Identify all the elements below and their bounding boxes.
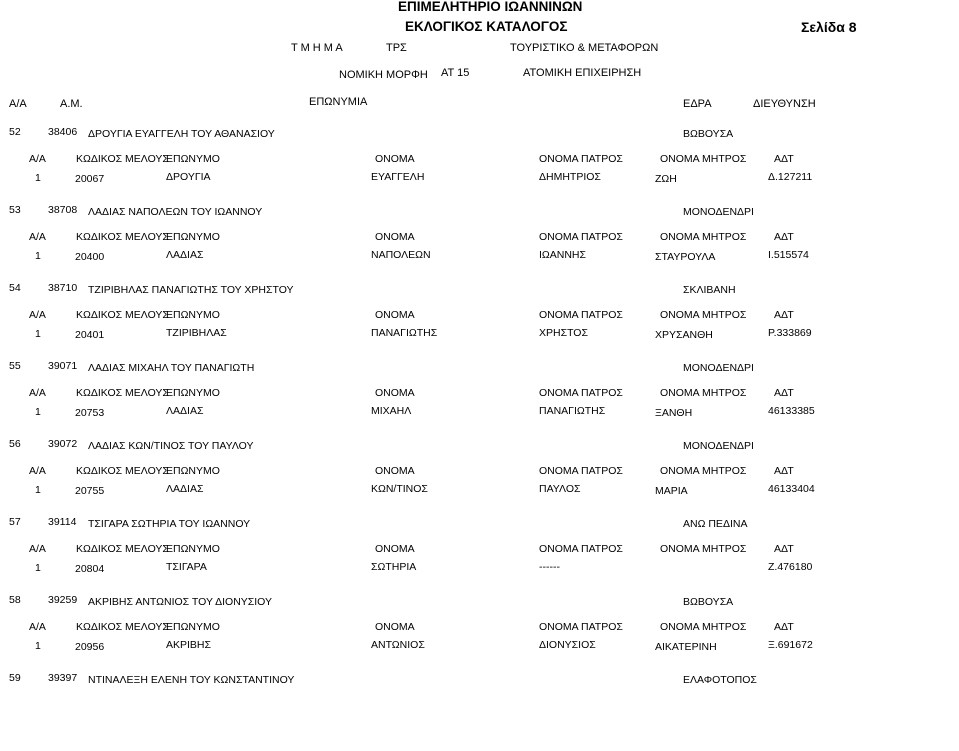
person-code: 20804 — [75, 563, 105, 575]
person-aa: 1 — [35, 328, 41, 340]
sub-col-father: ΟΝΟΜΑ ΠΑΤΡΟΣ — [539, 153, 623, 165]
person-first: ΝΑΠΟΛΕΩΝ — [371, 249, 431, 261]
sub-col-father: ΟΝΟΜΑ ΠΑΤΡΟΣ — [539, 543, 623, 555]
person-surname: ΑΚΡΙΒΗΣ — [166, 639, 212, 651]
entry-name: ΛΑΔΙΑΣ ΝΑΠΟΛΕΩΝ ΤΟΥ ΙΩΑΝΝΟΥ — [88, 206, 263, 218]
entry-am: 38710 — [48, 282, 78, 294]
person-mother: ΞΑΝΘΗ — [655, 407, 693, 419]
catalog-title: ΕΚΛΟΓΙΚΟΣ ΚΑΤΑΛΟΓΟΣ — [405, 19, 568, 34]
sub-col-id: ΑΔΤ — [774, 621, 794, 633]
sub-col-mother: ΟΝΟΜΑ ΜΗΤΡΟΣ — [660, 153, 747, 165]
entry-seat: ΜΟΝΟΔΕΝΔΡΙ — [683, 362, 754, 374]
person-father: ΙΩΑΝΝΗΣ — [539, 249, 587, 261]
person-surname: ΛΑΔΙΑΣ — [166, 249, 204, 261]
sub-col-father: ΟΝΟΜΑ ΠΑΤΡΟΣ — [539, 231, 623, 243]
person-code: 20401 — [75, 329, 105, 341]
person-id: Ξ.691672 — [768, 639, 813, 651]
sub-col-surname: ΕΠΩΝΥΜΟ — [166, 153, 220, 165]
person-aa: 1 — [35, 250, 41, 262]
list-item — [0, 361, 959, 439]
list-item — [0, 205, 959, 283]
sub-col-member-code: ΚΩΔΙΚΟΣ ΜΕΛΟΥΣ — [76, 231, 169, 243]
sub-col-member-code: ΚΩΔΙΚΟΣ ΜΕΛΟΥΣ — [76, 465, 169, 477]
form-label: ΝΟΜΙΚΗ ΜΟΡΦΗ — [339, 69, 428, 81]
sub-col-mother: ΟΝΟΜΑ ΜΗΤΡΟΣ — [660, 231, 747, 243]
person-first: ΠΑΝΑΓΙΩΤΗΣ — [371, 327, 438, 339]
sub-col-aa: Α/Α — [29, 387, 46, 399]
person-aa: 1 — [35, 562, 41, 574]
entry-no: 58 — [9, 594, 21, 606]
col-seat: ΕΔΡΑ — [683, 98, 712, 110]
entry-am: 39397 — [48, 672, 78, 684]
person-id: Ζ.476180 — [768, 561, 813, 573]
entry-no: 55 — [9, 360, 21, 372]
sub-col-id: ΑΔΤ — [774, 309, 794, 321]
sub-col-mother: ΟΝΟΜΑ ΜΗΤΡΟΣ — [660, 387, 747, 399]
sub-col-member-code: ΚΩΔΙΚΟΣ ΜΕΛΟΥΣ — [76, 543, 169, 555]
person-father: ΠΑΝΑΓΙΩΤΗΣ — [539, 405, 606, 417]
person-mother: ΖΩΗ — [655, 173, 677, 185]
sub-col-surname: ΕΠΩΝΥΜΟ — [166, 465, 220, 477]
sub-col-mother: ΟΝΟΜΑ ΜΗΤΡΟΣ — [660, 543, 747, 555]
entry-am: 39071 — [48, 360, 78, 372]
entry-name: ΑΚΡΙΒΗΣ ΑΝΤΩΝΙΟΣ ΤΟΥ ΔΙΟΝΥΣΙΟΥ — [88, 596, 273, 608]
sub-col-member-code: ΚΩΔΙΚΟΣ ΜΕΛΟΥΣ — [76, 153, 169, 165]
person-code: 20755 — [75, 485, 105, 497]
person-first: ΚΩΝ/ΤΙΝΟΣ — [371, 483, 428, 495]
person-father: ------ — [539, 561, 560, 573]
entry-seat: ΜΟΝΟΔΕΝΔΡΙ — [683, 440, 754, 452]
form-name: ΑΤΟΜΙΚΗ ΕΠΙΧΕΙΡΗΣΗ — [523, 67, 642, 79]
sub-col-member-code: ΚΩΔΙΚΟΣ ΜΕΛΟΥΣ — [76, 387, 169, 399]
person-surname: ΤΖΙΡΙΒΗΛΑΣ — [166, 327, 227, 339]
sub-col-id: ΑΔΤ — [774, 231, 794, 243]
entry-name: ΛΑΔΙΑΣ ΜΙΧΑΗΛ ΤΟΥ ΠΑΝΑΓΙΩΤΗ — [88, 362, 255, 374]
person-surname: ΤΣΙΓΑΡΑ — [166, 561, 207, 573]
sub-col-mother: ΟΝΟΜΑ ΜΗΤΡΟΣ — [660, 621, 747, 633]
entry-name: ΝΤΙΝΑΛΕΞΗ ΕΛΕΝΗ ΤΟΥ ΚΩΝΣΤΑΝΤΙΝΟΥ — [88, 674, 295, 686]
sub-col-mother: ΟΝΟΜΑ ΜΗΤΡΟΣ — [660, 465, 747, 477]
section-label: Τ Μ Η Μ Α — [291, 42, 343, 54]
person-surname: ΛΑΔΙΑΣ — [166, 483, 204, 495]
sub-col-aa: Α/Α — [29, 309, 46, 321]
col-address: ΔΙΕΥΘΥΝΣΗ — [753, 98, 816, 110]
person-aa: 1 — [35, 640, 41, 652]
entry-no: 53 — [9, 204, 21, 216]
section-code: ΤΡΣ — [386, 42, 407, 54]
person-aa: 1 — [35, 172, 41, 184]
person-first: ΜΙΧΑΗΛ — [371, 405, 412, 417]
person-mother: ΧΡΥΣΑΝΘΗ — [655, 329, 713, 341]
entry-seat: ΑΝΩ ΠΕΔΙΝΑ — [683, 518, 748, 530]
entry-seat: ΒΩΒΟΥΣΑ — [683, 596, 734, 608]
sub-col-aa: Α/Α — [29, 543, 46, 555]
person-father: ΠΑΥΛΟΣ — [539, 483, 581, 495]
entry-no: 59 — [9, 672, 21, 684]
person-mother: ΑΙΚΑΤΕΡΙΝΗ — [655, 641, 717, 653]
sub-col-father: ΟΝΟΜΑ ΠΑΤΡΟΣ — [539, 387, 623, 399]
list-item — [0, 517, 959, 595]
sub-col-surname: ΕΠΩΝΥΜΟ — [166, 387, 220, 399]
list-item — [0, 283, 959, 361]
sub-col-surname: ΕΠΩΝΥΜΟ — [166, 309, 220, 321]
person-id: 46133404 — [768, 483, 815, 495]
person-first: ΑΝΤΩΝΙΟΣ — [371, 639, 425, 651]
person-mother: ΣΤΑΥΡΟΥΛΑ — [655, 251, 716, 263]
sub-col-id: ΑΔΤ — [774, 387, 794, 399]
sub-col-aa: Α/Α — [29, 621, 46, 633]
entry-no: 56 — [9, 438, 21, 450]
list-item — [0, 673, 959, 751]
col-name: ΕΠΩΝΥΜΙΑ — [309, 96, 368, 108]
sub-col-first: ΟΝΟΜΑ — [375, 153, 415, 165]
entry-seat: ΕΛΑΦΟΤΟΠΟΣ — [683, 674, 757, 686]
section-name: ΤΟΥΡΙΣΤΙΚΟ & ΜΕΤΑΦΟΡΩΝ — [510, 42, 659, 54]
person-aa: 1 — [35, 484, 41, 496]
sub-col-id: ΑΔΤ — [774, 465, 794, 477]
person-father: ΔΗΜΗΤΡΙΟΣ — [539, 171, 601, 183]
sub-col-aa: Α/Α — [29, 231, 46, 243]
entry-name: ΛΑΔΙΑΣ ΚΩΝ/ΤΙΝΟΣ ΤΟΥ ΠΑΥΛΟΥ — [88, 440, 254, 452]
sub-col-aa: Α/Α — [29, 465, 46, 477]
person-code: 20956 — [75, 641, 105, 653]
person-id: Ρ.333869 — [768, 327, 812, 339]
sub-col-father: ΟΝΟΜΑ ΠΑΤΡΟΣ — [539, 621, 623, 633]
sub-col-first: ΟΝΟΜΑ — [375, 231, 415, 243]
person-code: 20400 — [75, 251, 105, 263]
entry-am: 39072 — [48, 438, 78, 450]
entry-seat: ΣΚΛΙΒΑΝΗ — [683, 284, 736, 296]
person-code: 20753 — [75, 407, 105, 419]
entry-no: 57 — [9, 516, 21, 528]
person-id: 46133385 — [768, 405, 815, 417]
sub-col-id: ΑΔΤ — [774, 153, 794, 165]
entry-am: 38708 — [48, 204, 78, 216]
col-aa: Α/Α — [9, 98, 27, 110]
entry-name: ΤΖΙΡΙΒΗΛΑΣ ΠΑΝΑΓΙΩΤΗΣ ΤΟΥ ΧΡΗΣΤΟΥ — [88, 284, 294, 296]
sub-col-first: ΟΝΟΜΑ — [375, 543, 415, 555]
sub-col-first: ΟΝΟΜΑ — [375, 309, 415, 321]
person-father: ΔΙΟΝΥΣΙΟΣ — [539, 639, 596, 651]
person-mother: ΜΑΡΙΑ — [655, 485, 688, 497]
list-item — [0, 439, 959, 517]
sub-col-mother: ΟΝΟΜΑ ΜΗΤΡΟΣ — [660, 309, 747, 321]
sub-col-aa: Α/Α — [29, 153, 46, 165]
entry-am: 38406 — [48, 126, 78, 138]
form-code: ΑΤ 15 — [441, 67, 470, 79]
sub-col-first: ΟΝΟΜΑ — [375, 621, 415, 633]
sub-col-id: ΑΔΤ — [774, 543, 794, 555]
person-aa: 1 — [35, 406, 41, 418]
person-first: ΕΥΑΓΓΕΛΗ — [371, 171, 425, 183]
sub-col-first: ΟΝΟΜΑ — [375, 465, 415, 477]
entry-name: ΤΣΙΓΑΡΑ ΣΩΤΗΡΙΑ ΤΟΥ ΙΩΑΝΝΟΥ — [88, 518, 251, 530]
person-surname: ΛΑΔΙΑΣ — [166, 405, 204, 417]
list-item — [0, 127, 959, 205]
person-first: ΣΩΤΗΡΙΑ — [371, 561, 417, 573]
entry-seat: ΜΟΝΟΔΕΝΔΡΙ — [683, 206, 754, 218]
sub-col-surname: ΕΠΩΝΥΜΟ — [166, 543, 220, 555]
person-father: ΧΡΗΣΤΟΣ — [539, 327, 588, 339]
entry-seat: ΒΩΒΟΥΣΑ — [683, 128, 734, 140]
entry-name: ΔΡΟΥΓΙΑ ΕΥΑΓΓΕΛΗ ΤΟΥ ΑΘΑΝΑΣΙΟΥ — [88, 128, 275, 140]
entry-am: 39114 — [48, 516, 77, 528]
entry-no: 54 — [9, 282, 21, 294]
entry-no: 52 — [9, 126, 21, 138]
sub-col-surname: ΕΠΩΝΥΜΟ — [166, 231, 220, 243]
chamber-title: ΕΠΙΜΕΛΗΤΗΡΙΟ ΙΩΑΝΝΙΝΩΝ — [398, 0, 583, 14]
page-number: Σελίδα 8 — [801, 19, 857, 35]
sub-col-surname: ΕΠΩΝΥΜΟ — [166, 621, 220, 633]
list-item — [0, 595, 959, 673]
person-surname: ΔΡΟΥΓΙΑ — [166, 171, 211, 183]
person-id: Δ.127211 — [768, 171, 813, 183]
sub-col-member-code: ΚΩΔΙΚΟΣ ΜΕΛΟΥΣ — [76, 621, 169, 633]
person-id: Ι.515574 — [768, 249, 809, 261]
sub-col-father: ΟΝΟΜΑ ΠΑΤΡΟΣ — [539, 309, 623, 321]
entry-am: 39259 — [48, 594, 78, 606]
sub-col-first: ΟΝΟΜΑ — [375, 387, 415, 399]
col-am: Α.Μ. — [60, 98, 83, 110]
sub-col-member-code: ΚΩΔΙΚΟΣ ΜΕΛΟΥΣ — [76, 309, 169, 321]
sub-col-father: ΟΝΟΜΑ ΠΑΤΡΟΣ — [539, 465, 623, 477]
person-code: 20067 — [75, 173, 105, 185]
